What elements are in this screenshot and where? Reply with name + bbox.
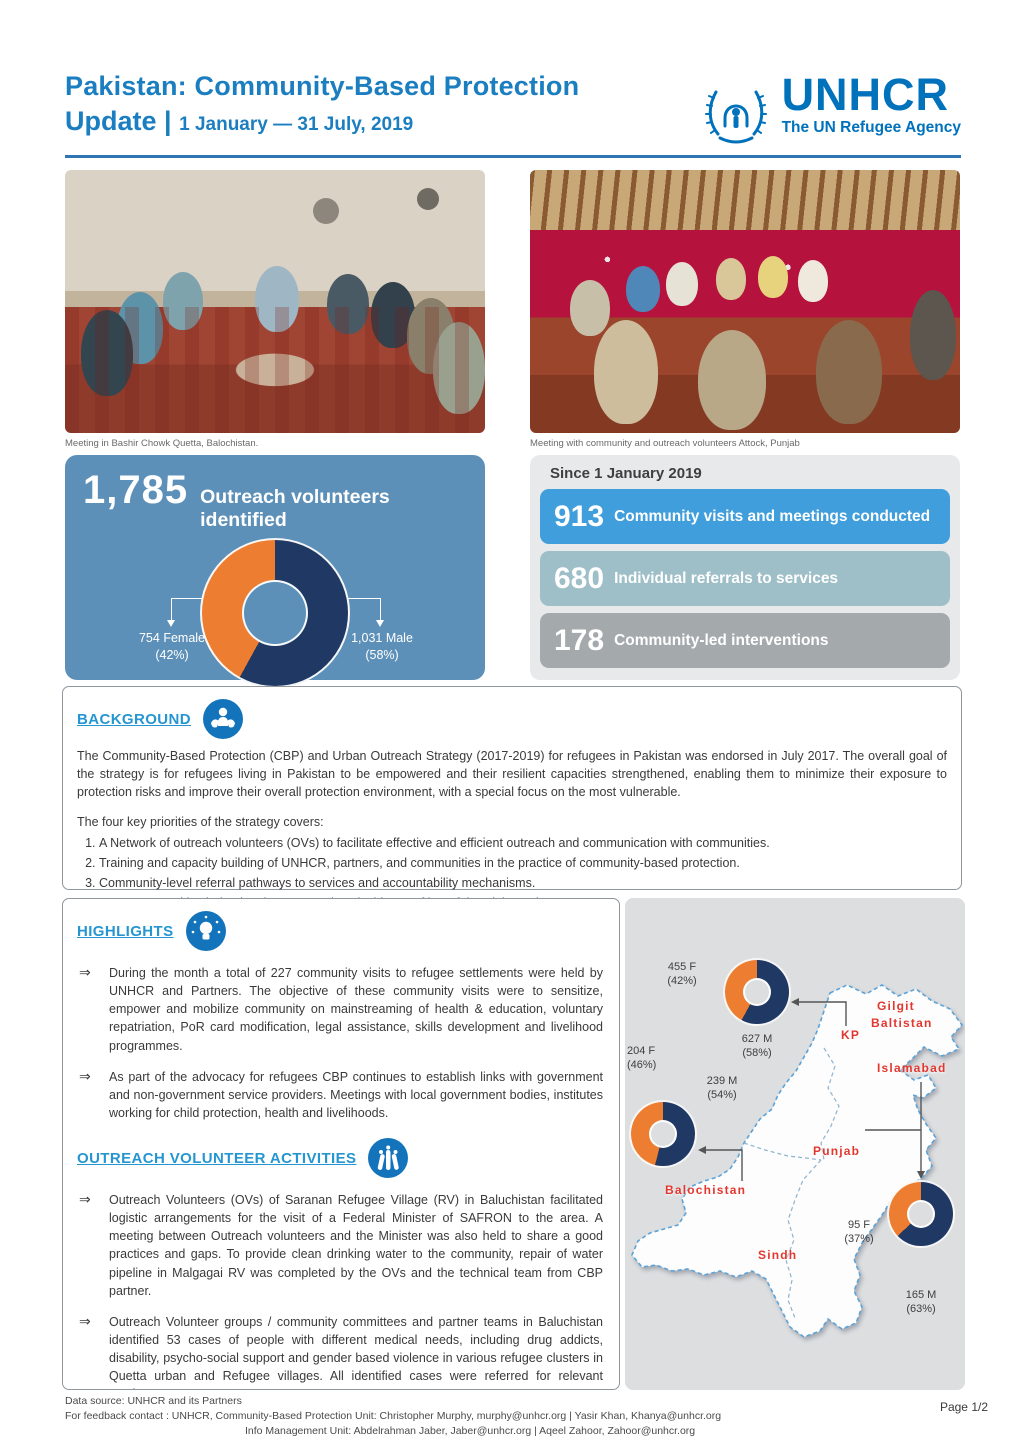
stat-referrals: 680 Individual referrals to services xyxy=(540,551,950,606)
punjab-female-label: 95 F (37%) xyxy=(844,1219,874,1246)
volunteers-label: Outreach volunteers identified xyxy=(200,486,390,531)
priority-item: 1. A Network of outreach volunteers (OVs) to facilitate effective and efficient outreach and communication with communities. xyxy=(99,833,947,853)
arrow-bullet-icon: ⇒ xyxy=(79,964,91,980)
region-label-kp: KP xyxy=(841,1028,861,1042)
page-title xyxy=(65,70,579,146)
balochistan-female-label: 204 F (46%) xyxy=(627,1045,657,1072)
background-paragraph: The Community-Based Protection (CBP) and Urban Outreach Strategy (2017-2019) for refugees in Pakistan was endorsed in July 2017. The overall goal of the strategy is for refugees living in Pakistan to be empowered and their resilient capacities strengthened, enabling them to minimize their exposure to protection risks and improve their overall protection environment, with a special focus on the most vulnerable. xyxy=(77,749,947,800)
region-label-islamabad: Islamabad xyxy=(877,1061,947,1075)
volunteers-box xyxy=(65,455,485,680)
punjab-male-label: 165 M (63%) xyxy=(905,1289,937,1316)
raised-hands-icon xyxy=(368,1138,408,1178)
page-number: Page 1/2 xyxy=(939,1400,988,1414)
arrow-down-icon xyxy=(376,620,384,627)
title-line2 xyxy=(65,106,579,137)
arrow-bullet-icon: ⇒ xyxy=(79,1191,91,1207)
male-slice-label: 1,031 Male (58%) xyxy=(351,631,413,662)
photo-row xyxy=(65,170,961,449)
title-line1: Pakistan: Community-Based Protection xyxy=(65,71,580,101)
highlights-heading-row xyxy=(77,911,605,951)
kp-male-label: 627 M (58%) xyxy=(741,1033,773,1060)
connector-line xyxy=(380,598,381,620)
connector-line xyxy=(171,598,172,620)
priorities-intro: The four key priorities of the strategy covers: xyxy=(77,815,324,830)
stat-interventions: 178 Community-led interventions xyxy=(540,613,950,668)
arrow-down-icon xyxy=(167,620,175,627)
community-care-icon xyxy=(203,699,243,739)
lightbulb-icon xyxy=(186,911,226,951)
footer-contact: For feedback contact : UNHCR, Community-Based Protection Unit: Christopher Murphy, murphy@unhcr.org | Yasir Khan, Khanya@unhcr.org xyxy=(65,1410,722,1423)
photo-right-figure xyxy=(530,170,960,449)
kp-female-label: 455 F (42%) xyxy=(667,961,697,988)
highlights-heading: HIGHLIGHTS xyxy=(77,922,174,940)
region-label-sindh: Sindh xyxy=(758,1248,798,1262)
punjab-donut xyxy=(887,1180,955,1248)
unhcr-emblem-icon xyxy=(700,74,772,146)
female-slice-label: 754 Female (42%) xyxy=(138,631,205,662)
logo-tagline: The UN Refugee Agency xyxy=(781,118,961,136)
volunteers-donut-chart xyxy=(65,536,485,694)
balochistan-donut xyxy=(629,1100,697,1168)
title-divider: | xyxy=(164,105,172,136)
footer-info-unit: Info Management Unit: Abdelrahman Jaber, Jaber@unhcr.org | Aqeel Zahoor, Zahoor@unhcr.org xyxy=(245,1425,696,1438)
connector-line xyxy=(171,598,203,599)
arrow-bullet-icon: ⇒ xyxy=(79,1067,91,1084)
volunteers-donut xyxy=(200,538,350,688)
photo-meeting-quetta xyxy=(65,170,485,433)
ova-heading-row xyxy=(77,1138,605,1178)
photo-left-figure xyxy=(65,170,485,449)
region-label-gilgit: Gilgit xyxy=(877,999,915,1013)
ova-heading: OUTREACH VOLUNTEER ACTIVITIES xyxy=(77,1149,357,1167)
priority-item: 3. Community-level referral pathways to services and accountability mechanisms. xyxy=(99,873,947,893)
activity-bullet: ⇒ Outreach Volunteers (OVs) of Saranan Refugee Village (RV) in Baluchistan facilitated logistic arrangements for the visit of a Federal Minister of SAFRON to the area. A meeting between Outreach volunteers and the Minister was also held to share a good practices and gaps. To provide clean drinking water to the community, repair of water pipeline in Malgagai RV was completed by the OVs and the technical team from CBP partner. xyxy=(79,1191,603,1300)
kp-donut xyxy=(723,958,791,1026)
unhcr-logo xyxy=(700,69,961,146)
activity-bullet: ⇒ Outreach Volunteer groups / community committees and partner teams in Baluchistan identified 53 cases of people with different medical needs, including drug addicts, disability, psycho-social support and gender based violence in various refugee clusters in Quetta urban and Refugee villages. All identified cases were referred for relevant xyxy=(79,1313,603,1390)
region-label-balochistan: Balochistan xyxy=(665,1183,747,1197)
highlight-bullet: ⇒ During the month a total of 227 community visits to refugee settlements were held by UNHCR and Partners. The objective of these community visits were to sensitize, empower and mobilize community on mainstreaming of health & education, voluntary repatriation, PoR card modification, legal assistance, skills development and livelihood programmes. xyxy=(79,964,603,1055)
since-heading: Since 1 January 2019 xyxy=(550,465,702,482)
logo-text xyxy=(781,69,961,137)
volunteers-headline xyxy=(65,455,485,532)
arrow-bullet-icon: ⇒ xyxy=(79,1312,91,1329)
volunteers-value: 1,785 xyxy=(83,468,189,512)
background-section xyxy=(62,686,962,890)
footer-datasource: Data source: UNHCR and its Partners xyxy=(65,1395,242,1407)
footer xyxy=(65,1394,865,1440)
stat-community-visits: 913 Community visits and meetings conducted xyxy=(540,489,950,544)
region-label-baltistan: Baltistan xyxy=(871,1016,933,1030)
highlights-section xyxy=(62,898,620,1390)
donut-hole xyxy=(242,580,308,646)
balochistan-male-label: 239 M (54%) xyxy=(706,1075,738,1102)
header-divider xyxy=(65,155,961,158)
photo-meeting-attock xyxy=(530,170,960,433)
connector-line xyxy=(348,598,380,599)
priority-item: 2. Training and capacity building of UNHCR, partners, and communities in the practice of community-based protection. xyxy=(99,853,947,873)
since-panel xyxy=(530,455,960,680)
background-heading: BACKGROUND xyxy=(77,710,191,728)
title-update: Update xyxy=(65,105,157,136)
title-period: 1 January — 31 July, 2019 xyxy=(179,113,414,135)
header xyxy=(65,70,961,146)
background-heading-row xyxy=(77,699,947,739)
stats-row xyxy=(65,455,961,680)
pakistan-map-panel xyxy=(625,898,965,1390)
photo-left-caption: Meeting in Bashir Chowk Quetta, Balochistan. xyxy=(65,438,259,449)
photo-right-caption: Meeting with community and outreach volunteers Attock, Punjab xyxy=(530,438,800,449)
region-label-punjab: Punjab xyxy=(813,1144,861,1158)
logo-wordmark: UNHCR xyxy=(781,69,950,120)
highlight-bullet: ⇒ As part of the advocacy for refugees CBP continues to establish links with government and non-government service providers. Meetings with local government bodies, institutes working for child protection, health and livelihoods. xyxy=(79,1068,603,1122)
